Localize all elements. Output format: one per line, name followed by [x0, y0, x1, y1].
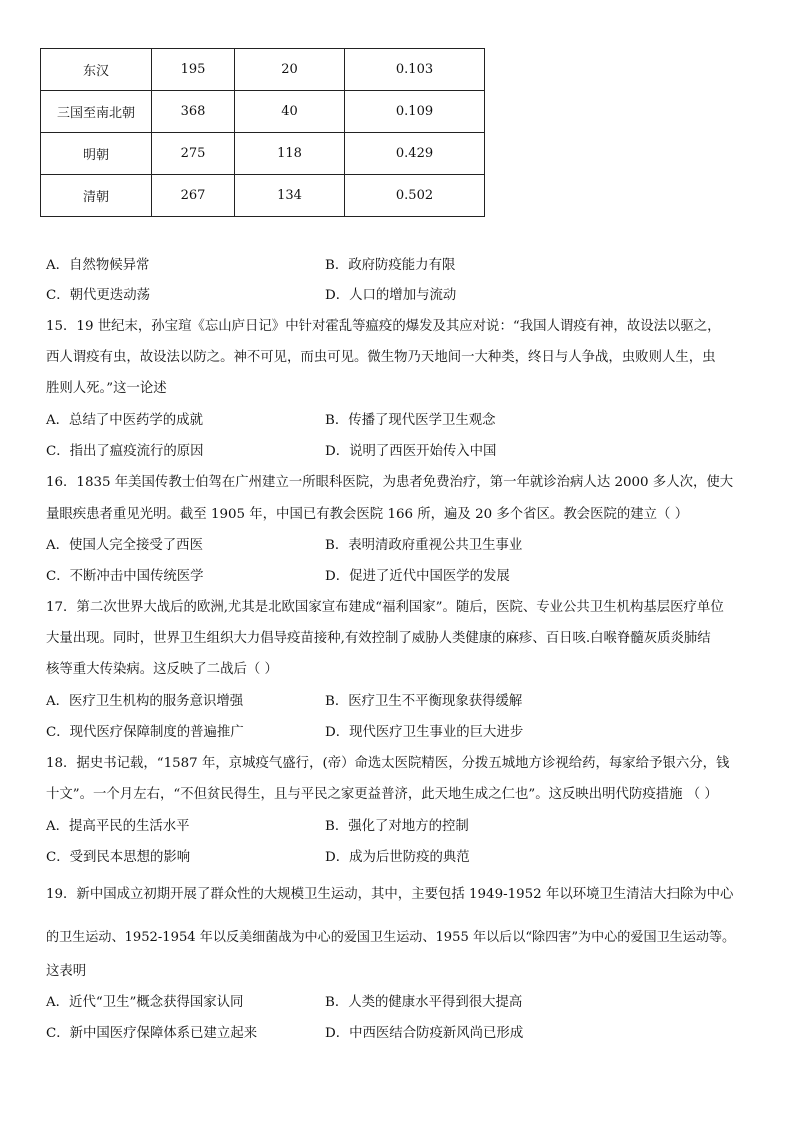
table-cell: 0.109 [345, 91, 485, 133]
q14-option-d: D．人口的增加与流动 [325, 288, 457, 303]
table-cell: 134 [235, 175, 345, 217]
table-cell: 0.502 [345, 175, 485, 217]
q17-stem-line: 大量出现。同时，世界卫生组织大力倡导疫苗接种,有效控制了威胁人类健康的麻疹、百日咳.白喉脊髓灰质炎肺结 [46, 631, 711, 646]
q18-option-c: C．受到民本思想的影响 [46, 850, 191, 865]
q15-option-d: D．说明了西医开始传入中国 [325, 444, 497, 459]
table-cell: 368 [152, 91, 235, 133]
q18-stem-line: 十文”。一个月左右，“不但贫民得生，且与平民之家更益普济，此天地生成之仁也”。这反映出明代防疫措施 （ ） [46, 787, 718, 802]
q17-stem-line: 核等重大传染病。这反映了二战后（ ） [46, 662, 278, 677]
q17-option-d: D．现代医疗卫生事业的巨大进步 [325, 725, 524, 740]
q16-option-d: D．促进了近代中国医学的发展 [325, 569, 510, 584]
table-cell: 40 [235, 91, 345, 133]
table-row [41, 49, 485, 91]
table-cell: 三国至南北朝 [41, 91, 152, 133]
q17-option-a: A．医疗卫生机构的服务意识增强 [46, 694, 244, 709]
q17-option-b: B．医疗卫生不平衡现象获得缓解 [325, 694, 523, 709]
table-cell: 0.103 [345, 49, 485, 91]
q19-option-a: A．近代“卫生”概念获得国家认同 [46, 995, 244, 1010]
q17-option-c: C．现代医疗保障制度的普遍推广 [46, 725, 244, 740]
table-cell: 267 [152, 175, 235, 217]
q14-option-a: A．自然物候异常 [46, 258, 150, 273]
q14-option-b: B．政府防疫能力有限 [325, 258, 456, 273]
q18-option-b: B．强化了对地方的控制 [325, 819, 469, 834]
q16-stem-line: 量眼疾患者重见光明。截至 1905 年，中国已有教会医院 166 所，遍及 20 多个省区。教会医院的建立（ ） [46, 507, 689, 522]
table-cell: 清朝 [41, 175, 152, 217]
q15-option-c: C．指出了瘟疫流行的原因 [46, 444, 204, 459]
table-cell: 275 [152, 133, 235, 175]
q18-option-d: D．成为后世防疫的典范 [325, 850, 470, 865]
q19-stem-line: 这表明 [46, 964, 87, 979]
population-table [40, 48, 485, 217]
table-cell: 118 [235, 133, 345, 175]
q16-option-b: B．表明清政府重视公共卫生事业 [325, 538, 523, 553]
table-cell: 东汉 [41, 49, 152, 91]
q15-option-b: B．传播了现代医学卫生观念 [325, 413, 496, 428]
table-cell: 明朝 [41, 133, 152, 175]
table-cell: 20 [235, 49, 345, 91]
q14-option-c: C．朝代更迭动荡 [46, 288, 150, 303]
q16-option-a: A．使国人完全接受了西医 [46, 538, 203, 553]
q15-option-a: A．总结了中医药学的成就 [46, 413, 203, 428]
q19-stem-line: 19．新中国成立初期开展了群众性的大规模卫生运动，其中，主要包括 1949-1952 年以环境卫生清洁大扫除为中心 [46, 887, 734, 902]
q18-stem-line: 18．据史书记载，“1587 年，京城疫气盛行，(帝）命选太医院精医，分拨五城地方诊视给药，每家给予银六分，钱 [46, 756, 730, 771]
q16-stem-line: 16．1835 年美国传教士伯驾在广州建立一所眼科医院，为患者免费治疗，第一年就诊治病人达 2000 多人次，使大 [46, 475, 734, 490]
table-row [41, 175, 485, 217]
q15-stem-line: 15．19 世纪末，孙宝瑄《忘山庐日记》中针对霍乱等瘟疫的爆发及其应对说：“我国人谓疫有神，故设法以驱之， [46, 319, 721, 334]
q19-stem-line: 的卫生运动、1952-1954 年以反美细菌战为中心的爱国卫生运动、1955 年以后以“除四害”为中心的爱国卫生运动等。 [46, 930, 736, 945]
table-row [41, 91, 485, 133]
table-cell: 0.429 [345, 133, 485, 175]
q19-option-d: D．中西医结合防疫新风尚已形成 [325, 1026, 524, 1041]
q16-option-c: C．不断冲击中国传统医学 [46, 569, 204, 584]
table-row [41, 133, 485, 175]
q15-stem-line: 胜则人死。”这一论述 [46, 381, 167, 396]
q15-stem-line: 西人谓疫有虫，故设法以防之。神不可见，而虫可见。微生物乃天地间一大种类，终日与人争战，虫败则人生，虫 [46, 350, 716, 365]
q19-option-b: B．人类的健康水平得到很大提高 [325, 995, 523, 1010]
q18-option-a: A．提高平民的生活水平 [46, 819, 190, 834]
table-cell: 195 [152, 49, 235, 91]
q17-stem-line: 17．第二次世界大战后的欧洲,尤其是北欧国家宣布建成“福利国家”。随后，医院、专业公共卫生机构基层医疗单位 [46, 600, 724, 615]
q19-option-c: C．新中国医疗保障体系已建立起来 [46, 1026, 258, 1041]
